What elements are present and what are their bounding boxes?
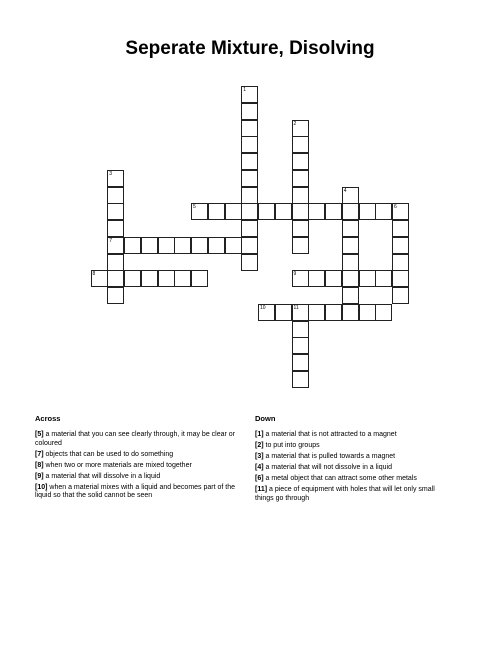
- clue-item: [5] a material that you can see clearly through, it may be clear or coloured: [35, 431, 235, 447]
- grid-cell[interactable]: [208, 203, 225, 220]
- grid-cell[interactable]: [191, 203, 208, 220]
- grid-cell[interactable]: [107, 254, 124, 271]
- grid-cell[interactable]: [359, 203, 376, 220]
- grid-cell[interactable]: [275, 203, 292, 220]
- grid-cell[interactable]: [292, 371, 309, 388]
- page-title: Seperate Mixture, Disolving: [125, 38, 375, 59]
- clue-item: [4] a material that will not dissolve in a liquid: [255, 464, 392, 471]
- grid-cell[interactable]: [392, 220, 409, 237]
- grid-cell[interactable]: [208, 237, 225, 254]
- grid-cell[interactable]: [141, 237, 158, 254]
- grid-cell[interactable]: [342, 220, 359, 237]
- grid-cell[interactable]: [342, 287, 359, 304]
- grid-cell[interactable]: [241, 254, 258, 271]
- grid-cell[interactable]: [375, 203, 392, 220]
- grid-cell[interactable]: [359, 270, 376, 287]
- grid-cell[interactable]: [141, 270, 158, 287]
- grid-cell[interactable]: [174, 270, 191, 287]
- grid-cell[interactable]: [359, 304, 376, 321]
- grid-cell[interactable]: [392, 237, 409, 254]
- grid-cell[interactable]: [124, 270, 141, 287]
- grid-cell[interactable]: [241, 103, 258, 120]
- grid-cell[interactable]: [375, 270, 392, 287]
- cell-number: 3: [109, 170, 113, 177]
- grid-cell[interactable]: [292, 304, 309, 321]
- across-clues: [35, 414, 245, 503]
- cell-number: 10: [260, 304, 266, 311]
- grid-cell[interactable]: [392, 254, 409, 271]
- grid-cell[interactable]: [107, 170, 124, 187]
- grid-cell[interactable]: [292, 270, 309, 287]
- grid-cell[interactable]: [292, 203, 309, 220]
- cell-number: 5: [193, 204, 196, 211]
- grid-cell[interactable]: [292, 337, 309, 354]
- grid-cell[interactable]: [107, 237, 124, 254]
- grid-cell[interactable]: [174, 237, 191, 254]
- grid-cell[interactable]: [292, 170, 309, 187]
- grid-cell[interactable]: [225, 237, 242, 254]
- cell-number: 6: [394, 204, 397, 211]
- grid-cell[interactable]: [241, 170, 258, 187]
- grid-cell[interactable]: [258, 203, 275, 220]
- grid-cell[interactable]: [275, 304, 292, 321]
- grid-cell[interactable]: [325, 270, 342, 287]
- clue-item: [8] when two or more materials are mixed together: [35, 461, 192, 469]
- grid-cell[interactable]: [241, 187, 258, 204]
- grid-cell[interactable]: [124, 237, 141, 254]
- grid-cell[interactable]: [292, 220, 309, 237]
- grid-cell[interactable]: [392, 203, 409, 220]
- grid-cell[interactable]: [292, 153, 309, 170]
- grid-cell[interactable]: [292, 187, 309, 204]
- down-clues: [255, 414, 455, 506]
- grid-cell[interactable]: [241, 153, 258, 170]
- grid-cell[interactable]: [342, 187, 359, 204]
- clue-item: [9] a material that will dissolve in a liquid: [35, 472, 161, 480]
- grid-cell[interactable]: [292, 237, 309, 254]
- grid-cell[interactable]: [342, 203, 359, 220]
- cell-number: 9: [293, 271, 297, 278]
- grid-cell[interactable]: [342, 237, 359, 254]
- grid-cell[interactable]: [107, 203, 124, 220]
- clue-item: [2] to put into groups: [255, 442, 320, 449]
- grid-cell[interactable]: [392, 270, 409, 287]
- grid-cell[interactable]: [308, 270, 325, 287]
- grid-cell[interactable]: [308, 203, 325, 220]
- across-heading: Across: [35, 414, 61, 423]
- grid-cell[interactable]: [107, 270, 124, 287]
- grid-cell[interactable]: [241, 220, 258, 237]
- grid-cell[interactable]: [107, 220, 124, 237]
- grid-cell[interactable]: [308, 304, 325, 321]
- grid-cell[interactable]: [342, 304, 359, 321]
- grid-cell[interactable]: [191, 237, 208, 254]
- grid-cell[interactable]: [292, 136, 309, 153]
- grid-cell[interactable]: [191, 270, 208, 287]
- grid-cell[interactable]: [91, 270, 108, 287]
- grid-cell[interactable]: [375, 304, 392, 321]
- grid-cell[interactable]: [225, 203, 242, 220]
- clue-item: [7] objects that can be used to do something: [35, 450, 174, 458]
- clue-item: [11] a piece of equipment with holes that will let only small things go through: [255, 486, 435, 502]
- grid-cell[interactable]: [292, 354, 309, 371]
- grid-cell[interactable]: [241, 136, 258, 153]
- clue-item: [6] a metal object that can attract some other metals: [255, 475, 417, 482]
- grid-cell[interactable]: [392, 287, 409, 304]
- grid-cell[interactable]: [158, 237, 175, 254]
- grid-cell[interactable]: [325, 203, 342, 220]
- grid-cell[interactable]: [292, 321, 309, 338]
- grid-cell[interactable]: [342, 254, 359, 271]
- cell-number: 1: [243, 87, 247, 93]
- grid-cell[interactable]: [325, 304, 342, 321]
- grid-cell[interactable]: [342, 270, 359, 287]
- clue-item: [3] a material that is pulled towards a magnet: [255, 453, 396, 460]
- grid-cell[interactable]: [258, 304, 275, 321]
- grid-cell[interactable]: [107, 187, 124, 204]
- grid-cell[interactable]: [241, 237, 258, 254]
- grid-cell[interactable]: [241, 86, 258, 103]
- down-heading: Down: [255, 414, 276, 423]
- cell-number: 4: [343, 187, 347, 194]
- cell-number: 8: [92, 271, 96, 278]
- grid-cell[interactable]: [107, 287, 124, 304]
- grid-cell[interactable]: [292, 120, 309, 137]
- cell-number: 11: [293, 304, 299, 311]
- grid-cell[interactable]: [158, 270, 175, 287]
- grid-cell[interactable]: [241, 203, 258, 220]
- clue-item: [10] when a material mixes with a liquid and becomes part of the liquid so that the solid cannot be seen: [35, 483, 236, 499]
- cell-number: 7: [109, 237, 113, 244]
- clue-item: [1] a material that is not attracted to a magnet: [255, 431, 397, 438]
- grid-cell[interactable]: [241, 120, 258, 137]
- cell-number: 2: [293, 120, 297, 127]
